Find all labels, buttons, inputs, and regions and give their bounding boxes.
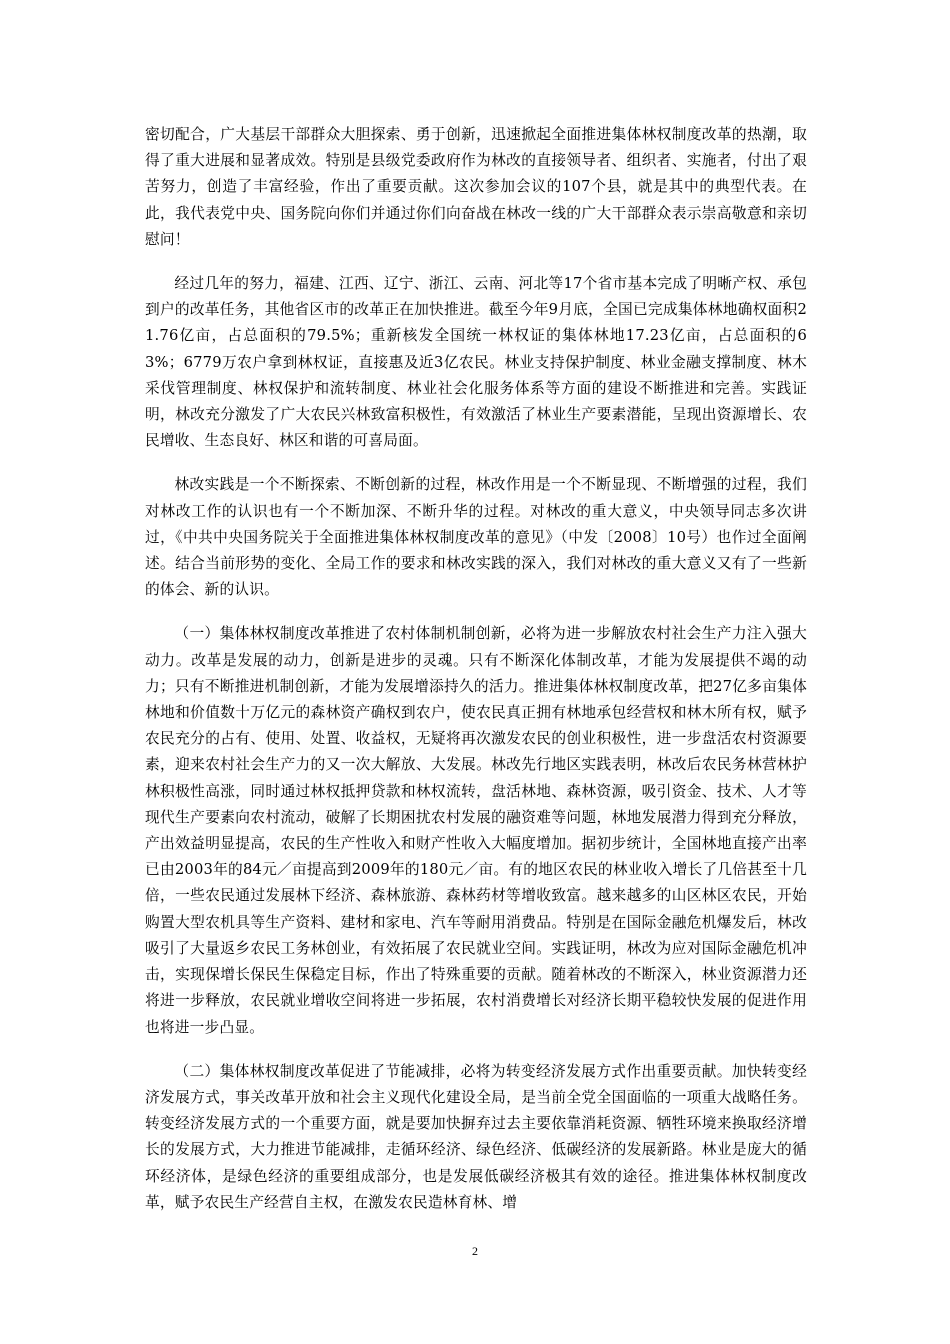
document-body [145,122,807,1234]
paragraph-2: 经过几年的努力，福建、江西、辽宁、浙江、云南、河北等17个省市基本完成了明晰产权、承包到户的改革任务，其他省区市的改革正在加快推进。截至今年9月底，全国已完成集体林地确权面积21.76亿亩，占总面积的79.5%；重新核发全国统一林权证的集体林地17.23亿亩，占总面积的63%；6779万农户拿到林权证，直接惠及近3亿农民。林业支持保护制度、林业金融支撑制度、林木采伐管理制度、林权保护和流转制度、林业社会化服务体系等方面的建设不断推进和完善。实践证明，林改充分激发了广大农民兴林致富积极性，有效激活了林业生产要素潜能，呈现出资源增长、农民增收、生态良好、林区和谐的可喜局面。 [145,275,807,450]
paragraph-5: （二）集体林权制度改革促进了节能减排，必将为转变经济发展方式作出重要贡献。加快转变经济发展方式，事关改革开放和社会主义现代化建设全局，是当前全党全国面临的一项重大战略任务。转变经济发展方式的一个重要方面，就是要加快摒弃过去主要依靠消耗资源、牺牲环境来换取经济增长的发展方式，大力推进节能减排，走循环经济、绿色经济、低碳经济的发展新路。林业是庞大的循环经济体，是绿色经济的重要组成部分，也是发展低碳经济极其有效的途径。推进集体林权制度改革，赋予农民生产经营自主权，在激发农民造林育林、增 [145,1062,807,1211]
page-number: 2 [472,1244,478,1258]
paragraph-3: 林改实践是一个不断探索、不断创新的过程，林改作用是一个不断显现、不断增强的过程，我们对林改工作的认识也有一个不断加深、不断升华的过程。对林改的重大意义，中央领导同志多次讲过，《中共中央国务院关于全面推进集体林权制度改革的意见》（中发〔2008〕10号）也作过全面阐述。结合当前形势的变化、全局工作的要求和林改实践的深入，我们对林改的重大意义又有了一些新的体会、新的认识。 [145,476,807,599]
paragraph-1: 密切配合，广大基层干部群众大胆探索、勇于创新，迅速掀起全面推进集体林权制度改革的热潮，取得了重大进展和显著成效。特别是县级党委政府作为林改的直接领导者、组织者、实施者，付出了艰苦努力，创造了丰富经验，作出了重要贡献。这次参加会议的107个县，就是其中的典型代表。在此，我代表党中央、国务院向你们并通过你们向奋战在林改一线的广大干部群众表示崇高敬意和亲切慰问！ [145,126,807,248]
paragraph-4: （一）集体林权制度改革推进了农村体制机制创新，必将为进一步解放农村社会生产力注入强大动力。改革是发展的动力，创新是进步的灵魂。只有不断深化体制改革，才能为发展提供不竭的动力；只有不断推进机制创新，才能为发展增添持久的活力。推进集体林权制度改革，把27亿多亩集体林地和价值数十万亿元的森林资产确权到农户，使农民真正拥有林地承包经营权和林木所有权，赋予农民充分的占有、使用、处置、收益权，无疑将再次激发农民的创业积极性，进一步盘活农村资源要素，迎来农村社会生产力的又一次大解放、大发展。林改先行地区实践表明，林改后农民务林营林护林积极性高涨，同时通过林权抵押贷款和林权流转，盘活林地、森林资源，吸引资金、技术、人才等现代生产要素向农村流动，破解了长期困扰农村发展的融资难等问题，林地发展潜力得到充分释放，产出效益明显提高，农民的生产性收入和财产性收入大幅度增加。据初步统计，全国林地直接产出率已由2003年的84元／亩提高到2009年的180元／亩。有的地区农民的林业收入增长了几倍甚至十几倍，一些农民通过发展林下经济、森林旅游、森林药材等增收致富。越来越多的山区林区农民，开始购置大型农机具等生产资料、建材和家电、汽车等耐用消费品。特别是在国际金融危机爆发后，林改吸引了大量返乡农民工务林创业，有效拓展了农民就业空间。实践证明，林改为应对国际金融危机冲击，实现保增长保民生保稳定目标，作出了特殊重要的贡献。随着林改的不断深入，林业资源潜力还将进一步释放，农民就业增收空间将进一步拓展，农村消费增长对经济长期平稳较快发展的促进作用也将进一步凸显。 [145,625,807,1036]
